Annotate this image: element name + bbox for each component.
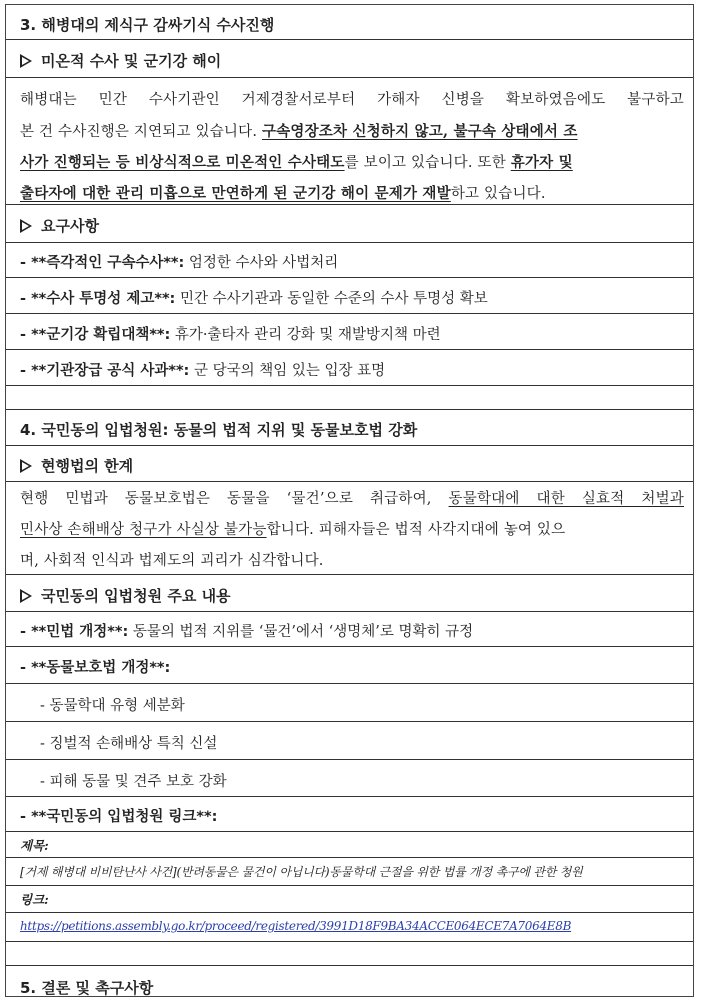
sub-list-item: - 징벌적 손해배상 특칙 신설 (6, 721, 693, 760)
section-4-title: 4. 국민동의 입법청원: 동물의 법적 지위 및 동물보호법 강화 (20, 421, 418, 439)
paragraph-line: 본 건 수사진행은 지연되고 있습니다. 구속영장조차 신청하지 않고, 불구속 상태에서 조 (20, 123, 578, 140)
emphasis-text: 휴가자 및 (510, 154, 573, 171)
triangle-bullet-icon (20, 459, 32, 473)
paragraph-line: 출타자에 대한 관리 미흡으로 만연하게 된 군기강 해이 문제가 재발하고 있습니다. (20, 185, 546, 202)
section-3-header (6, 5, 693, 40)
subsection-header (6, 39, 693, 78)
list-item-key: - **동물보호법 개정**: (20, 660, 171, 676)
link-row (6, 912, 693, 942)
paragraph-line: 현행 민법과 동물보호법은 동물을 ‘물건’으로 취급하여, 동물학대에 대한 실효적 처벌과 (20, 491, 684, 507)
list-item-key: - **민법 개정**: (20, 624, 129, 640)
subsection-header (6, 445, 693, 482)
list-item (6, 313, 693, 350)
subsection-title: 현행법의 한계 (41, 457, 134, 475)
subsection-title: 국민동의 입법청원 주요 내용 (41, 587, 231, 605)
paragraph (20, 484, 684, 577)
paragraph-line: 민사상 손해배상 청구가 사실상 불가능합니다. 피해자들은 법적 사각지대에 놓여 있으 (20, 522, 566, 538)
list-item-key: - **군기강 확립대책**: (20, 327, 171, 343)
section-3-title: 3. 해병대의 제식구 감싸기식 수사진행 (20, 16, 275, 34)
emphasis-text: 사가 진행되는 등 비상식적으로 미온적인 수사태도 (20, 154, 345, 171)
link-label: 링크: (20, 892, 49, 907)
list-item-text: 동물의 법적 지위를 ‘물건’에서 ‘생명체’로 명확히 규정 (128, 624, 474, 640)
petition-title-row (6, 857, 693, 886)
list-item (6, 241, 693, 278)
link-label-row (6, 885, 693, 913)
list-item (6, 796, 693, 832)
blank-row (6, 941, 693, 966)
underlined-text: 민사상 손해배상 청구가 사실상 불가능 (20, 522, 267, 538)
list-item (6, 277, 693, 314)
section-5-header (6, 965, 693, 997)
list-item-key: - **즉각적인 구속수사**: (20, 255, 185, 271)
subsection-title: 미온적 수사 및 군기강 해이 (41, 52, 222, 70)
list-item (6, 646, 693, 684)
triangle-bullet-icon (20, 589, 32, 603)
paragraph-line: 며, 사회적 인식과 법제도의 괴리가 심각합니다. (20, 553, 324, 569)
list-item-text: 휴가·출타자 관리 강화 및 재발방지책 마련 (170, 327, 441, 343)
section-5-title: 5. 결론 및 촉구사항 (20, 979, 154, 997)
blank-row (6, 385, 693, 410)
section-4-header (6, 409, 693, 446)
triangle-bullet-icon (20, 54, 32, 68)
subsection-title: 요구사항 (41, 217, 99, 235)
list-item (6, 610, 693, 647)
paragraph-line: 사가 진행되는 등 비상식적으로 미온적인 수사태도를 보이고 있습니다. 또한 휴가자 및 (20, 154, 573, 171)
list-item-key: - **수사 투명성 제고**: (20, 291, 176, 307)
emphasis-text: 구속영장조차 신청하지 않고, 불구속 상태에서 조 (261, 123, 578, 140)
petition-title: [거제 해병대 비비탄난사 사건](반려동물은 물건이 아닙니다)동물학대 근절을 위한 법률 개정 촉구에 관한 청원 (20, 865, 583, 879)
sub-list-item: - 피해 동물 및 견주 보호 강화 (6, 759, 693, 797)
paragraph-line: 해병대는 민간 수사기관인 거제경찰서로부터 가해자 신병을 확보하였음에도 불구하고 (20, 92, 684, 108)
petition-link[interactable]: https://petitions.assembly.go.kr/proceed/registered/3991D18F9BA34ACCE064ECE7A7064E8B (20, 919, 572, 933)
list-item-text: 엄정한 수사와 사법처리 (184, 255, 339, 271)
sub-list-item: - 동물학대 유형 세분화 (6, 683, 693, 722)
list-item-text: 군 당국의 책임 있는 입장 표명 (189, 363, 386, 379)
paragraph (20, 85, 684, 209)
emphasis-text: 출타자에 대한 관리 미흡으로 만연하게 된 군기강 해이 문제가 재발 (20, 185, 451, 202)
triangle-bullet-icon (20, 219, 32, 233)
list-item-key: - **국민동의 입법청원 링크**: (20, 809, 218, 825)
list-item (6, 349, 693, 386)
list-item-text: 민간 수사기관과 동일한 수준의 수사 투명성 확보 (175, 291, 488, 307)
underlined-text: 동물학대에 대한 실효적 처벌과 (448, 491, 684, 507)
petition-title-label: 제목: (20, 838, 49, 853)
subsection-header (6, 204, 693, 243)
subsection-header (6, 574, 693, 612)
list-item-key: - **기관장급 공식 사과**: (20, 363, 190, 379)
petition-title-label-row (6, 831, 693, 858)
document-page (5, 4, 694, 997)
